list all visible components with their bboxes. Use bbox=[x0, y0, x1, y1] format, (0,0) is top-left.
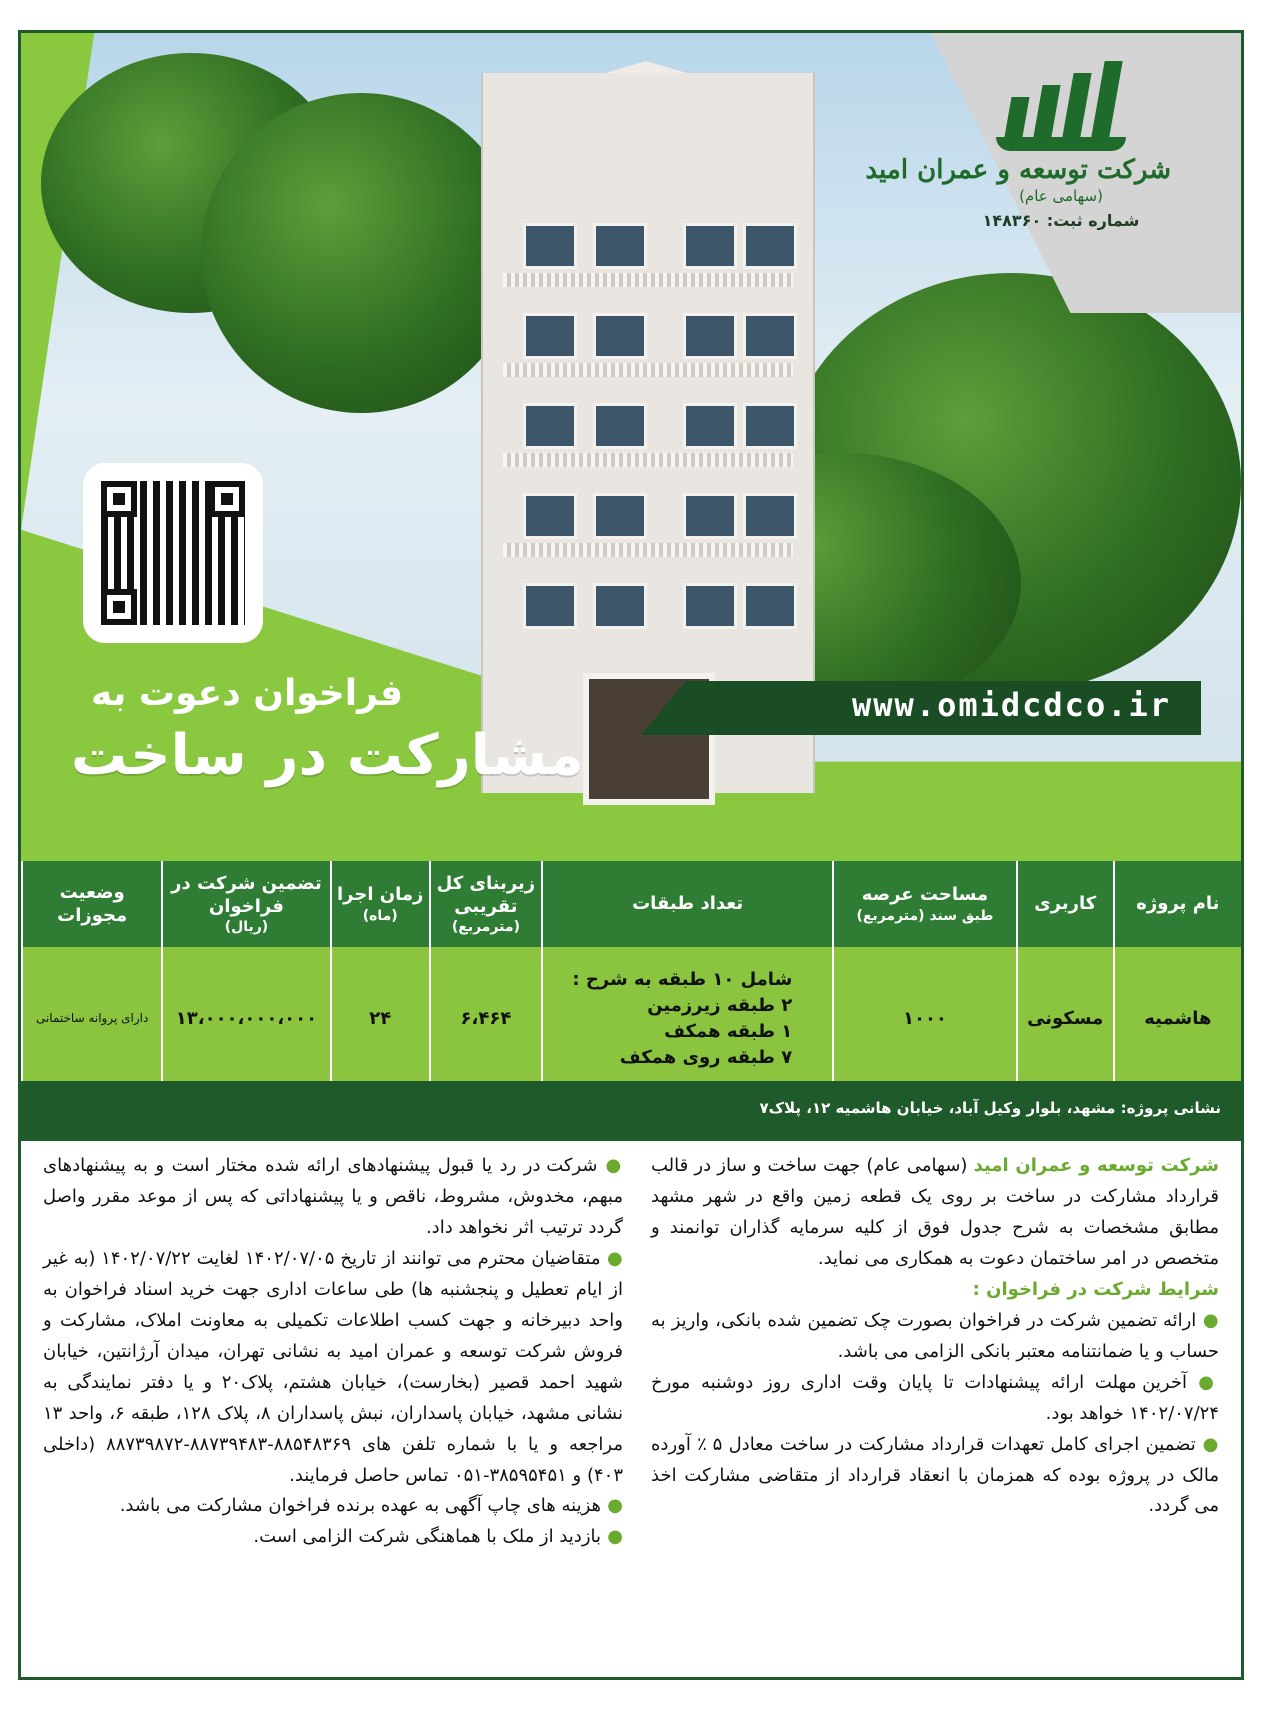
hero-title-line1: فراخوان دعوت به bbox=[91, 673, 404, 714]
window bbox=[743, 493, 797, 539]
condition-item: ● شرکت در رد یا قبول پیشنهادهای ارائه شده مختار است و به پیشنهادهای مبهم، مخدوش، مشروط، ناقص و یا پیشنهاداتی که پس از موعد مقرر واصل گردد ترتیب اثر نخواهد داد. bbox=[43, 1155, 623, 1238]
company-logo bbox=[865, 63, 1171, 230]
conditions-title: شرایط شرکت در فراخوان : bbox=[972, 1278, 1219, 1300]
window bbox=[523, 403, 577, 449]
company-name: شرکت توسعه و عمران امید bbox=[865, 155, 1171, 185]
intro-paragraph: شرکت توسعه و عمران امید (سهامی عام) جهت ساخت و ساز در قالب قرارداد مشارکت در ساخت بر روی یک قطعه زمین واقع در شهر مشهد مطابق مشخصات به شرح جدول فوق از کلیه سرمایه گذاران توانمند و متخصص در امر ساختمان دعوت به همکاری می نماید. bbox=[651, 1155, 1219, 1269]
balcony-rail bbox=[503, 363, 793, 377]
window bbox=[743, 583, 797, 629]
window bbox=[593, 223, 647, 269]
window bbox=[523, 223, 577, 269]
window bbox=[683, 223, 737, 269]
balcony-rail bbox=[503, 273, 793, 287]
window bbox=[743, 313, 797, 359]
condition-item: ● ارائه تضمین شرکت در فراخوان بصورت چک تضمین شده بانکی، واریز به حساب و یا ضمانتنامه معتبر بانکی الزامی می باشد. bbox=[651, 1309, 1219, 1362]
window bbox=[593, 583, 647, 629]
conditions-column-left bbox=[43, 1151, 623, 1553]
cell-permits: دارای پروانه ساختمانی bbox=[22, 947, 162, 1091]
window bbox=[523, 583, 577, 629]
window bbox=[683, 313, 737, 359]
project-table bbox=[21, 861, 1241, 1091]
header-total-area: زیربنای کل تقریبی (مترمربع) bbox=[430, 861, 542, 947]
window bbox=[683, 583, 737, 629]
condition-item: ● بازدید از ملک با هماهنگی شرکت الزامی است. bbox=[253, 1526, 623, 1548]
table-header-row bbox=[22, 861, 1241, 947]
conditions-column-right bbox=[651, 1151, 1219, 1522]
header-usage: کاربری bbox=[1017, 861, 1114, 947]
company-type: (سهامی عام) bbox=[1019, 187, 1103, 205]
condition-item: ● آخرین مهلت ارائه پیشنهادات تا پایان وقت اداری روز دوشنبه مورخ ۱۴۰۲/۰۷/۲۴ خواهد بود. bbox=[651, 1371, 1219, 1424]
cell-usage: مسکونی bbox=[1017, 947, 1114, 1091]
header-floors: تعداد طبقات bbox=[542, 861, 833, 947]
omid-logo-icon bbox=[986, 63, 1136, 151]
window bbox=[523, 493, 577, 539]
cell-total-area: ۶،۴۶۴ bbox=[430, 947, 542, 1091]
registration-number: شماره ثبت: ۱۴۸۳۶۰ bbox=[982, 211, 1140, 230]
window bbox=[683, 493, 737, 539]
cell-area: ۱۰۰۰ bbox=[833, 947, 1016, 1091]
tree-left-mid bbox=[201, 93, 521, 413]
window bbox=[743, 403, 797, 449]
table-row bbox=[22, 947, 1241, 1091]
window bbox=[683, 403, 737, 449]
window bbox=[593, 403, 647, 449]
header-guarantee: تضمین شرکت در فراخوان (ریال) bbox=[162, 861, 330, 947]
hero-banner bbox=[21, 33, 1241, 861]
header-permits: وضعیت مجوزات bbox=[22, 861, 162, 947]
qr-code[interactable] bbox=[83, 463, 263, 643]
condition-item: ● متقاضیان محترم می توانند از تاریخ ۱۴۰۲/۰۷/۰۵ لغایت ۱۴۰۲/۰۷/۲۲ (به غیر از ایام تعطیل و پنجشنبه ها) طی ساعات اداری جهت خرید اسناد فراخوان به واحد دبیرخانه و جهت کسب اطلاعات تکمیلی به معاونت املاک، مشارکت و فروش شرکت توسعه و عمران امید به نشانی تهران، میدان آرژانتین، خیابان شهید احمد قصیر (بخارست)، خیابان هشتم، پلاک۲۰ و یا دفتر نمایندگی به نشانی مشهد، خیابان پاسداران، نبش پاسداران ۸، پلاک ۱۲۸، طبقه ۶، واحد ۱۳ مراجعه و یا با شماره تلفن های ۸۸۵۴۸۳۶۹-۸۸۷۳۹۴۸۳-۸۸۷۳۹۸۷۲ (داخلی ۴۰۳) و ۳۸۵۹۵۴۵۱-۰۵۱ تماس حاصل فرمایند. bbox=[43, 1247, 624, 1486]
condition-item: ● تضمین اجرای کامل تعهدات قرارداد مشارکت در ساخت معادل ۵ ٪ آورده مالک در پروژه بوده که همزمان با انعقاد قرارداد از متقاضی مشارکت اخذ می گردد. bbox=[651, 1433, 1219, 1517]
condition-item: ● هزینه های چاپ آگهی به عهده برنده فراخوان مشارکت می باشد. bbox=[119, 1495, 623, 1517]
header-duration: زمان اجرا (ماه) bbox=[331, 861, 430, 947]
cell-project-name: هاشمیه bbox=[1114, 947, 1241, 1091]
hero-title-line2: مشارکت در ساخت bbox=[71, 723, 584, 788]
window bbox=[743, 223, 797, 269]
balcony-rail bbox=[503, 543, 793, 557]
window bbox=[593, 313, 647, 359]
project-address: نشانی پروژه: مشهد، بلوار وکیل آباد، خیابان هاشمیه ۱۲، پلاک۷ bbox=[21, 1081, 1241, 1141]
qr-code-icon bbox=[101, 481, 245, 625]
cell-floors: شامل ۱۰ طبقه به شرح : ۲ طبقه زیرزمین ۱ طبقه همکف ۷ طبقه روی همکف bbox=[542, 947, 833, 1091]
balcony-rail bbox=[503, 453, 793, 467]
cell-duration: ۲۴ bbox=[331, 947, 430, 1091]
cell-guarantee: ۱۳،۰۰۰،۰۰۰،۰۰۰ bbox=[162, 947, 330, 1091]
window bbox=[523, 313, 577, 359]
website-link[interactable]: www.omidcdco.ir bbox=[852, 686, 1171, 724]
advertisement-frame bbox=[18, 30, 1244, 1680]
header-area: مساحت عرصه طبق سند (مترمربع) bbox=[833, 861, 1016, 947]
header-project-name: نام پروژه bbox=[1114, 861, 1241, 947]
window bbox=[593, 493, 647, 539]
